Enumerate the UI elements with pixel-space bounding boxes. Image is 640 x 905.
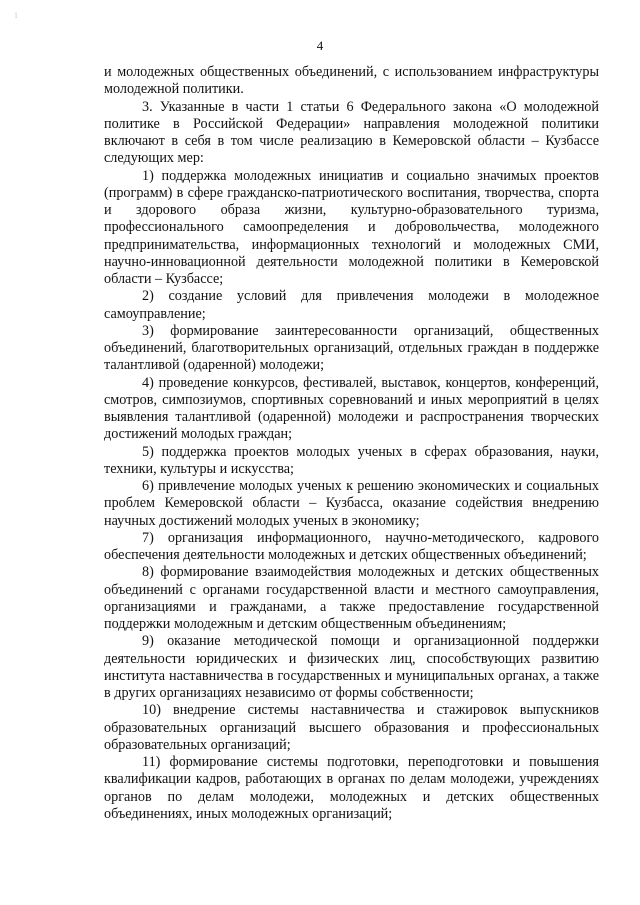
paragraph-continuation: и молодежных общественных объединений, с использованием инфраструктуры молодежной политики.	[104, 64, 599, 98]
list-item-7: 7) организация информационного, научно-методического, кадрового обеспечения деятельности молодежных и детских общественных объединений;	[104, 529, 599, 563]
document-body	[104, 64, 599, 823]
list-item-10: 10) внедрение системы наставничества и стажировок выпускников образовательных организаций высшего образования и профессиональных образовательных организаций;	[104, 702, 599, 753]
page-number: 4	[316, 38, 324, 53]
list-item-6: 6) привлечение молодых ученых к решению экономических и социальных проблем Кемеровской области – Кузбасса, оказание содействия внедрению научных достижений молодых ученых в экономику;	[104, 478, 599, 529]
list-item-3: 3) формирование заинтересованности организаций, общественных объединений, благотворительных организаций, отдельных граждан в поддержке талантливой (одаренной) молодежи;	[104, 322, 599, 374]
corner-mark: 1	[14, 11, 18, 20]
list-item-5: 5) поддержка проектов молодых ученых в сферах образования, науки, техники, культуры и искусства;	[104, 443, 599, 477]
list-item-4: 4) проведение конкурсов, фестивалей, выставок, концертов, конференций, смотров, симпозиумов, спортивных соревнований и иных мероприятий в целях выявления талантливой (одаренной) молодежи и распространения творческих достижений молодых граждан;	[104, 374, 599, 443]
list-item-1: 1) поддержка молодежных инициатив и социально значимых проектов (программ) в сфере гражданско-патриотического воспитания, творчества, спорта и здорового образа жизни, культурно-образовательного туризма, профессионального самоопределения и добровольчества, молодежного предпринимательства, информационных технологий и молодежных СМИ, научно-инновационной деятельности молодежной политики в Кемеровской области – Кузбассе;	[104, 167, 599, 287]
list-item-2: 2) создание условий для привлечения молодежи в молодежное самоуправление;	[104, 288, 599, 322]
list-item-8: 8) формирование взаимодействия молодежных и детских общественных объединений с органами государственной власти и местного самоуправления, организациями и гражданами, а также предоставление государственной поддержки молодежным и детским общественным объединениям;	[104, 564, 599, 632]
paragraph-clause-3: 3. Указанные в части 1 статьи 6 Федерального закона «О молодежной политике в Российской Федерации» направления молодежной политики включают в себя в том числе реализацию в Кемеровской области – Кузбассе следующих мер:	[104, 98, 599, 167]
list-item-11: 11) формирование системы подготовки, переподготовки и повышения квалификации кадров, работающих в органах по делам молодежи, учреждениях органов по делам молодежи, молодежных и детских общественных объединениях, иных молодежных организаций;	[104, 754, 599, 822]
list-item-9: 9) оказание методической помощи и организационной поддержки деятельности юридических и физических лиц, способствующих развитию института наставничества в государственных и муниципальных органах, а также в других организациях независимо от формы собственности;	[104, 633, 599, 701]
